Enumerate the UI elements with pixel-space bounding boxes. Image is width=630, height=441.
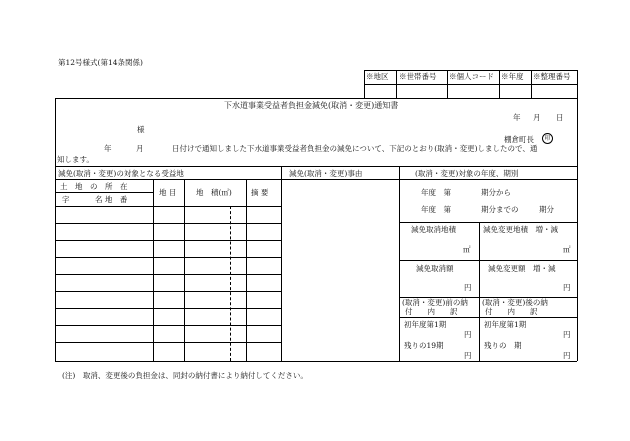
cancel-amount-unit: 円 <box>464 283 472 292</box>
code-household: ※世帯番号 <box>399 72 437 81</box>
change-amount-unit: 円 <box>563 283 571 292</box>
section-reason-label: 減免(取消・変更)事由 <box>289 169 363 178</box>
col-remarks-label: 摘 要 <box>251 188 269 197</box>
footnote: (注) 取消、変更後の負担金は、同封の納付書により納付してください。 <box>62 371 308 380</box>
change-area-unit: ㎡ <box>563 245 571 254</box>
before-rest-label: 残りの19期 <box>404 341 444 350</box>
notice-title: 下水道事業受益者負担金減免(取消・変更)通知書 <box>224 101 399 110</box>
col-chimoku-label: 地 目 <box>159 188 177 197</box>
section-year-label: (取消・変更)対象の年度、期別 <box>415 169 519 178</box>
cancel-area-label: 減免取消地積 <box>411 225 456 234</box>
after-rest-label: 残りの 期 <box>484 341 522 350</box>
change-amount-label: 減免変更額 増・減 <box>488 264 556 273</box>
date-day: 日 <box>556 113 564 122</box>
body-line-2: 知します。 <box>57 155 94 164</box>
period-to-label: 期分までの <box>481 205 519 214</box>
issuer-name: 棚倉町長 <box>504 135 534 144</box>
period-from-year: 年度 第 <box>421 188 451 197</box>
change-area-label: 減免変更地積 増・減 <box>483 225 558 234</box>
after-first-unit: 円 <box>563 330 571 339</box>
before-first-label: 初年度第1期 <box>404 320 447 329</box>
section-land-label: 減免(取消・変更)の対象となる受益地 <box>58 169 184 178</box>
code-reference: ※整理番号 <box>533 72 571 81</box>
body-year: 年 <box>104 144 112 153</box>
after-header-2: 付 内 訳 <box>485 307 538 316</box>
seal-mark: 印 <box>542 133 553 144</box>
addressee-suffix: 様 <box>137 125 145 134</box>
col-chiban-label: 名 地 番 <box>95 195 128 204</box>
cancel-amount-label: 減免取消額 <box>416 264 454 273</box>
after-first-label: 初年度第1期 <box>484 320 527 329</box>
before-first-unit: 円 <box>464 330 472 339</box>
before-rest-unit: 円 <box>464 351 472 360</box>
col-aza-label: 字 <box>62 195 70 204</box>
period-to-suffix: 期分 <box>539 205 554 214</box>
code-personal: ※個人コード <box>449 72 494 81</box>
date-month: 月 <box>533 113 541 122</box>
col-location-label: 土 地 の 所 在 <box>60 182 128 191</box>
body-line-1: 日付けで通知しました下水道事業受益者負担金の減免について、下記のとおり(取消・変更)しましたので、通 <box>172 144 538 153</box>
before-header-1: (取消・変更)前の納 <box>402 298 468 307</box>
after-header-1: (取消・変更)後の納 <box>482 298 548 307</box>
form-id: 第12号様式(第14条関係) <box>58 58 143 67</box>
code-year: ※年度 <box>501 72 524 81</box>
period-from-label: 期分から <box>481 188 511 197</box>
date-year: 年 <box>513 113 521 122</box>
body-month: 月 <box>136 144 144 153</box>
period-to-year: 年度 第 <box>421 205 451 214</box>
code-district: ※地区 <box>366 72 389 81</box>
col-area-label: 地 積(㎡) <box>196 188 232 197</box>
before-header-2: 付 内 訳 <box>405 307 458 316</box>
after-rest-unit: 円 <box>563 351 571 360</box>
cancel-area-unit: ㎡ <box>463 245 471 254</box>
